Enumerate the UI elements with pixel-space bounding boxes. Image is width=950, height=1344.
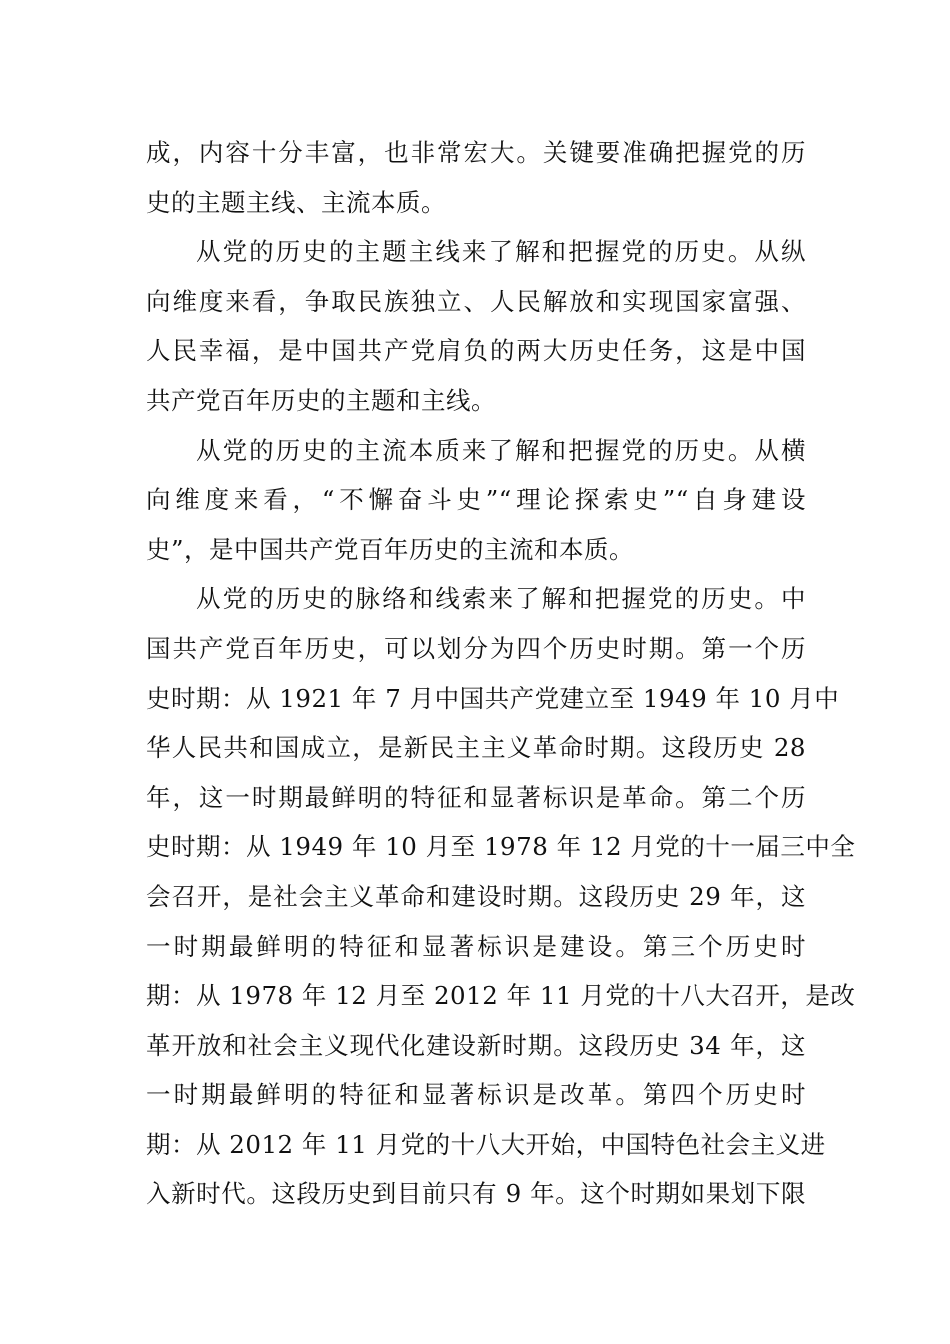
text-line: 期：从 1978 年 12 月至 2012 年 11 月党的十八大召开，是改 xyxy=(146,981,856,1011)
text-line: 国共产党百年历史，可以划分为四个历史时期。第一个历 xyxy=(146,633,806,663)
text-line: 一时期最鲜明的特征和显著标识是建设。第三个历史时 xyxy=(146,931,806,961)
text-line: 史的主题主线、主流本质。 xyxy=(146,187,446,217)
text-line: 会召开，是社会主义革命和建设时期。这段历史 29 年，这 xyxy=(146,881,806,911)
text-line: 华人民共和国成立，是新民主主义革命时期。这段历史 28 xyxy=(146,733,806,763)
text-line: 人民幸福，是中国共产党肩负的两大历史任务，这是中国 xyxy=(146,336,806,366)
text-line: 一时期最鲜明的特征和显著标识是改革。第四个历史时 xyxy=(146,1080,806,1110)
text-line: 史时期：从 1921 年 7 月中国共产党建立至 1949 年 10 月中 xyxy=(146,683,840,713)
body-text xyxy=(146,128,856,1219)
text-line: 史时期：从 1949 年 10 月至 1978 年 12 月党的十一届三中全 xyxy=(146,832,856,862)
text-line: 革开放和社会主义现代化建设新时期。这段历史 34 年，这 xyxy=(146,1030,806,1060)
text-line: 年，这一时期最鲜明的特征和显著标识是革命。第二个历 xyxy=(146,782,806,812)
text-line: 向维度来看，争取民族独立、人民解放和实现国家富强、 xyxy=(146,286,806,316)
text-line: 史”，是中国共产党百年历史的主流和本质。 xyxy=(146,534,635,564)
text-line: 成，内容十分丰富，也非常宏大。关键要准确把握党的历 xyxy=(146,138,806,167)
text-line: 期：从 2012 年 11 月党的十八大开始，中国特色社会主义进 xyxy=(146,1129,826,1159)
text-line: 从党的历史的主流本质来了解和把握党的历史。从横 xyxy=(196,435,806,465)
text-line: 从党的历史的主题主线来了解和把握党的历史。从纵 xyxy=(196,237,806,267)
text-line: 从党的历史的脉络和线索来了解和把握党的历史。中 xyxy=(196,584,806,614)
text-line: 向维度来看，“不懈奋斗史”“理论探索史”“自身建设 xyxy=(146,485,806,515)
text-line: 入新时代。这段历史到目前只有 9 年。这个时期如果划下限 xyxy=(146,1179,806,1209)
text-line: 共产党百年历史的主题和主线。 xyxy=(146,385,496,415)
